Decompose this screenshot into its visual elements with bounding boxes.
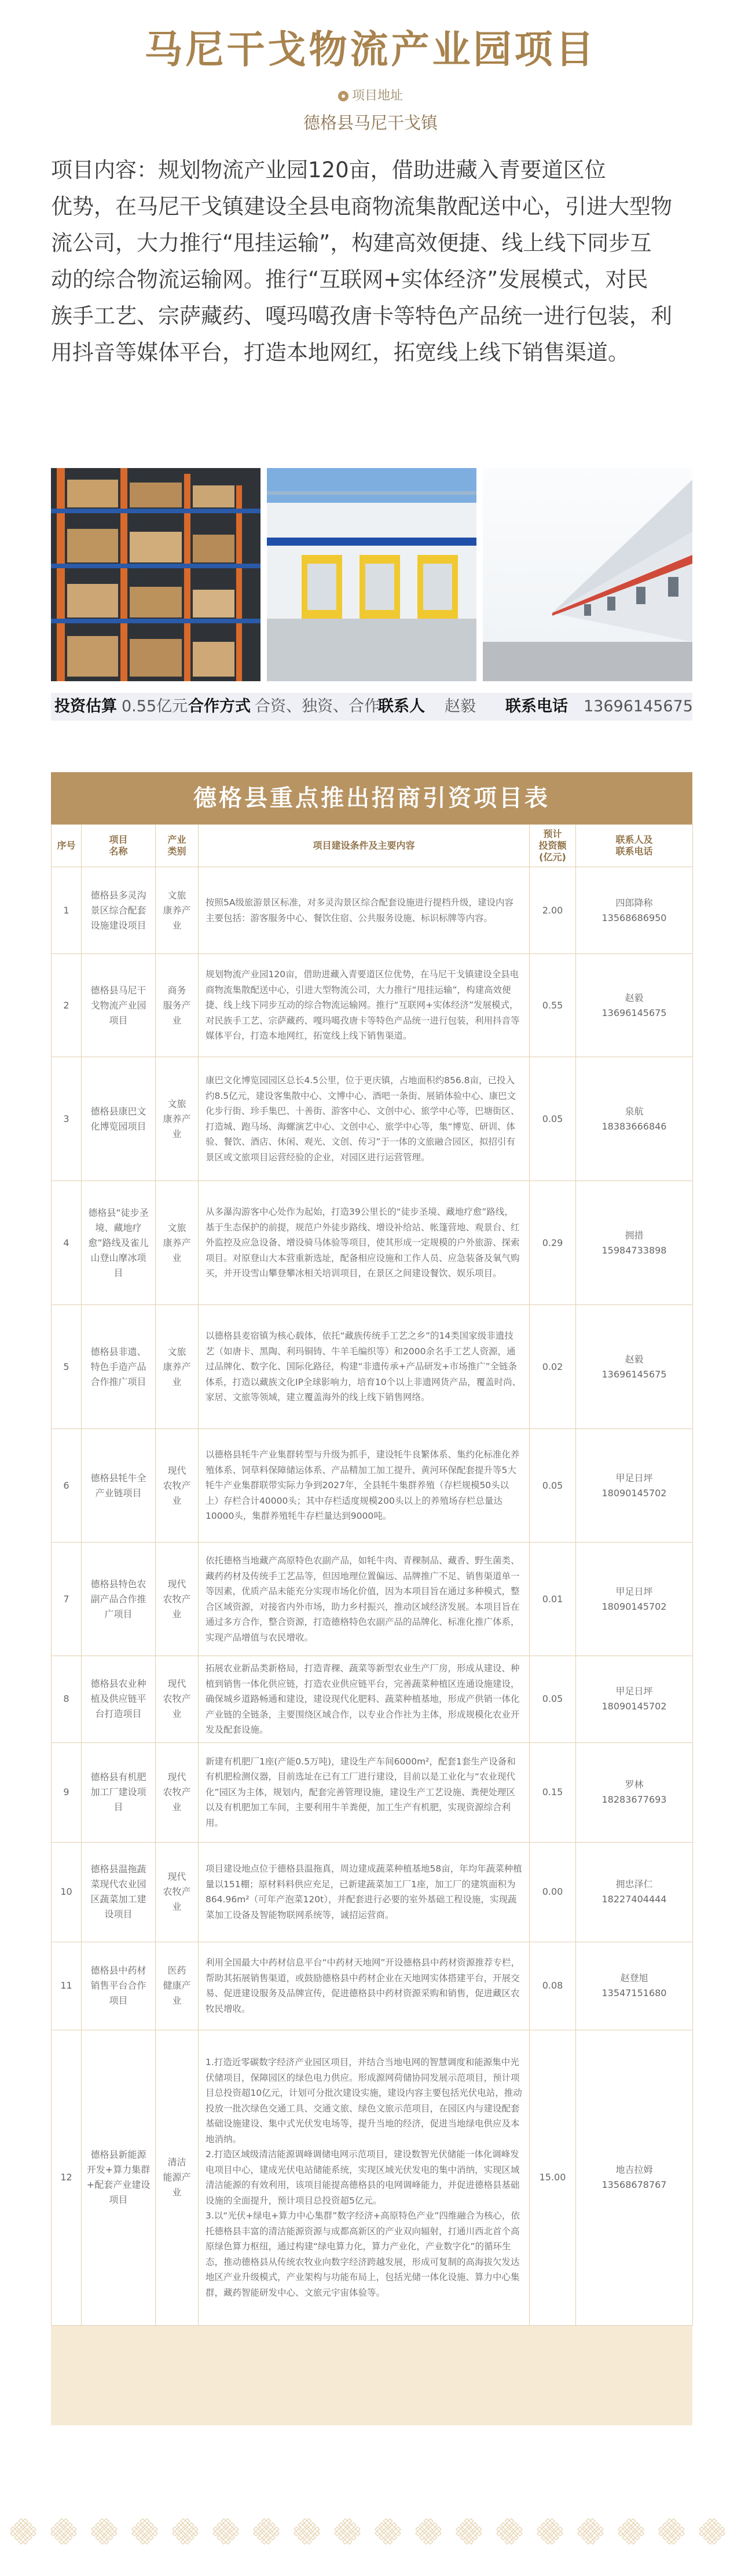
cell-amount: 0.05 [530,1057,576,1181]
table-row [52,1181,693,1305]
cell-content: 以德格县麦宿镇为核心载体，依托“藏族传统手工艺之乡”的14类国家级非遗技艺（如唐卡、黑陶、利玛铜铸、牛羊毛编织等）和2000余名手工艺人资源，通过品牌化、数字化、国际化路径，构建“非遗传承+产品研发+市场推广”全链条体系，打造以藏族文化IP全球影响力，培育10个以上非遗网货产品，覆盖时尚、家居、文旅等领域，建立覆盖海外的线上线下销售网络。 [199,1305,530,1429]
cell-contact: 赵毅 13696145675 [576,1305,693,1429]
address-label-row [0,86,741,104]
investment-label: 投资估算 [54,697,117,715]
phone-label: 联系电话 [505,697,568,715]
table-title: 德格县重点推出招商引资项目表 [51,772,692,824]
cell-name: 德格县农业种植及供应链平台打造项目 [82,1656,156,1743]
knot-motif [130,2517,160,2546]
endless-knot-pattern-icon [0,2508,741,2555]
table-row [52,1842,693,1942]
knot-motif [414,2517,443,2546]
cell-no: 5 [52,1305,82,1429]
cell-name: 德格县“徒步圣境、藏地疗愈”路线及雀儿山登山摩冰项目 [82,1181,156,1305]
footer-pattern [0,2508,741,2555]
knot-motif [698,2517,727,2546]
cell-name: 德格县康巴文化博览园项目 [82,1057,156,1181]
cell-category: 文旅 康养产业 [156,867,199,954]
cell-content: 1.打造近零碳数字经济产业园区项目，并结合当地电网的智慧调度和能源集中光伏储项目，保障园区的绿色电力供应。形成源网荷储协同发展示范项目，预计项目总投资超10亿元，计划可分批次建设实施，建设内容主要包括光伏电站，推动投放一批次绿色交通工具、交通文旅、绿色文旅示范项目，在园区内与建设配套基础设施建设、集中式光伏发电场等，提升当地的经济，促进当地绿电供应及本地消纳。 2.打造区域级清洁能源调峰调储电网示范项目，建设数智光伏储能一体化调峰发电项目中心，建成光伏电站储能系统，实现区域光伏发电的集中消纳，实现区域清洁能源的有效利用，该项目能提高德格县的电网调峰能力，并促进德格县基础设施的全面提升，预计项目总投资超5亿元。 3.以“光伏+绿电+算力中心集群”数字经济+高原特色产业”四维融合为核心，依托德格县丰富的清洁能源资源与成都高新区的产业双向辐射，打通川西北首个高原绿色算力枢纽，通过构建“绿电算力化，算力产业化，产业数字化”的循环生态，推动德格县从传统农牧业向数字经济跨越发展，形成可复制的高海拔欠发达地区产业升级模式，产业架构与功能布局上，包括光储一体化设施、算力中心集群，藏药智能研发中心、文旅元宇宙体验等。 [199,2030,530,2325]
cell-contact: 甲足日坪 18090145702 [576,1543,693,1656]
cell-name: 德格县中药材销售平台合作项目 [82,1942,156,2030]
cell-no: 6 [52,1429,82,1543]
cell-name: 德格县新能源开发+算力集群+配套产业建设项目 [82,2030,156,2325]
cell-contact: 四郎降称 13568686950 [576,867,693,954]
table-row [52,1742,693,1842]
knot-motif [373,2517,403,2546]
cell-name: 德格县牦牛全产业链项目 [82,1429,156,1543]
cell-content: 按照5A级旅游景区标准，对多灵沟景区综合配套设施进行提档升级，建设内容主要包括：游客服务中心、餐饮住宿、公共服务设施、标识标牌等内容。 [199,867,530,954]
knot-motif [90,2517,119,2546]
project-intro [51,152,692,371]
cell-no: 11 [52,1942,82,2030]
cell-amount: 15.00 [530,2030,576,2325]
phone-value: 13696145675 [584,697,693,715]
cell-content: 利用全国最大中药材信息平台“中药材天地网”开设德格县中药材资源推荐专栏，帮助其拓展销售渠道，或鼓励德格县中药材企业在天地网实体搭建平台，开展交易、促进建设服务及品牌宣传，促进德格县中药材资源采购和销售，促进藏区农牧民增收。 [199,1942,530,2030]
cell-contact: 拥忠泽仁 18227404444 [576,1842,693,1942]
cell-content: 新建有机肥厂1座(产能0.5万吨)，建设生产车间6000m²，配套1套生产设备和有机肥检测仪器，目前选址在已有工厂进行建设，目前以是工业化与“农业现代化”园区为主体，规划内，配套完善管理设施，建设生产工艺设施、粪便处理区以及有机肥加工车间，主要利用牛羊粪便，加工生产有机肥，实现资源综合利用。 [199,1742,530,1842]
intro-line: 流公司，大力推行“甩挂运输”，构建高效便捷、线上线下同步互 [51,231,652,255]
cell-contact: 罗林 18283677693 [576,1742,693,1842]
knot-motif [252,2517,281,2546]
cell-amount: 2.00 [530,867,576,954]
cell-contact: 甲足日坪 18090145702 [576,1656,693,1743]
cell-category: 医药 健康产业 [156,1942,199,2030]
cell-no: 10 [52,1842,82,1942]
cell-category: 商务 服务产业 [156,954,199,1057]
investment-value: 0.55亿元 [122,697,188,715]
table-header-row [52,825,693,867]
cell-content: 从多瀑沟游客中心处作为起始，打造39公里长的“徒步圣境、藏地疗愈”路线，基于生态保护的前提，规范户外徒步路线、增设补给站、帐篷营地、观景台、红外监控及应急设备、增设骑马体验等项目，使其形成一定规模的户外旅游、探索项目。对原登山大本营重新选址，配备相应设施和工作人员、应急装备及氧气购买，并开设雪山攀登攀冰相关培训项目，在景区之间建设餐饮、娱乐项目。 [199,1181,530,1305]
table-row [52,867,693,954]
cell-category: 现代 农牧产业 [156,1842,199,1942]
table-row [52,1942,693,2030]
knot-motif [576,2517,606,2546]
projects-table [51,824,693,2326]
knot-motif [49,2517,79,2546]
cell-category: 现代 农牧产业 [156,1656,199,1743]
knot-motif [171,2517,200,2546]
warehouse-shelves-photo [51,468,261,681]
cell-no: 4 [52,1181,82,1305]
table-row [52,1057,693,1181]
cell-amount: 0.15 [530,1742,576,1842]
table-header-cell: 产业 类别 [156,825,199,867]
table-row [52,2030,693,2325]
cell-content: 拓展农业新品类新格局，打造青稞、蔬菜等新型农业生产厂房，形成从建设、种植到销售一体化供应链，打造农业供应链平台，完善蔬菜种植区连通设施建设，确保城乡道路畅通和建设，建设现代化肥料、蔬菜种植基地，形成产供销一体化产业链的全链条，主要围绕区域合作，以专业合作社为主体，形成规模化农业开发及配套设施。 [199,1656,530,1743]
table-row [52,1305,693,1429]
cell-no: 12 [52,2030,82,2325]
cell-contact: 泉航 18383666846 [576,1057,693,1181]
table-row [52,1543,693,1656]
cell-name: 德格县特色农副产品合作推广项目 [82,1543,156,1656]
cell-category: 清洁 能源产业 [156,2030,199,2325]
cell-amount: 0.01 [530,1543,576,1656]
cell-content: 康巴文化博览园园区总长4.5公里，位于更庆镇，占地面积约856.8亩，已投入约8.5亿元，建设客集散中心、文博中心、酒吧一条街、展销体验中心、康巴文化步行街、珍手集巴、十善街、游客中心、文创中心、旅学中心等，巴塘街区、打造城、跑马场、海螺演艺中心、文创中心、旅学中心等，集“博览、研训、体验、餐饮、酒店、休闲、观光、文创、传习”于一体的文旅融合园区，拟招引有景区或文旅项目运营经验的企业，对园区进行运营管理。 [199,1057,530,1181]
info-bar [51,693,692,721]
cell-amount: 0.29 [530,1181,576,1305]
cell-category: 现代 农牧产业 [156,1742,199,1842]
knot-motif [292,2517,322,2546]
intro-line: 项目内容：规划物流产业园120亩，借助进藏入青要道区位 [51,158,606,182]
address-label: 项目地址 [351,89,403,103]
table-header-cell: 项目 名称 [82,825,156,867]
knot-motif [211,2517,241,2546]
cell-no: 2 [52,954,82,1057]
projects-table-panel [51,772,692,2425]
cooperation-value: 合资、独资、合作 [255,697,380,715]
cell-contact: 地吉拉姆 13568678767 [576,2030,693,2325]
warehouse-exterior-photo [483,468,692,681]
knot-motif [617,2517,646,2546]
cell-amount: 0.02 [530,1305,576,1429]
location-dot-icon [338,91,349,101]
intro-line: 族手工艺、宗萨藏药、嘎玛噶孜唐卡等特色产品统一进行包装，利 [51,304,672,328]
cell-contact: 赵登旭 13547151680 [576,1942,693,2030]
knot-motif [454,2517,484,2546]
cell-name: 德格县马尼干戈物流产业园项目 [82,954,156,1057]
table-header-cell: 联系人及 联系电话 [576,825,693,867]
cell-no: 1 [52,867,82,954]
cell-content: 项目建设地点位于德格县温拖真，周边建成蔬菜种植基地58亩，年均年蔬菜种植量以151棚；原材料料供应充足，已新建蔬菜加工厂1座，加工厂的建筑面积为864.96m²（可年产泡菜120t），并配套进行必要的室外基础工程设施，实现蔬菜加工设备及智能物联网系统等，诚招运营商。 [199,1842,530,1942]
logistics-building-photo [267,468,476,681]
knot-motif [657,2517,687,2546]
cell-no: 7 [52,1543,82,1656]
cell-content: 规划物流产业园120亩，借助进藏入青要道区位优势，在马尼干戈镇建设全县电商物流集散配送中心，引进大型物流公司，大力推行“甩挂运输”，构建高效便捷、线上线下同步互动的综合物流运输网。推行“互联网+实体经济”发展模式，对民族手工艺、宗萨藏药、嘎玛噶孜唐卡等特色产品统一进行包装，利用抖音等媒体平台，打造本地网红，拓宽线上线下销售渠道。 [199,954,530,1057]
cell-amount: 0.05 [530,1656,576,1743]
cell-contact: 甲足日坪 18090145702 [576,1429,693,1543]
cell-name: 德格县有机肥加工厂建设项目 [82,1742,156,1842]
cell-no: 9 [52,1742,82,1842]
knot-motif [495,2517,524,2546]
cell-contact: 拥措 15984733898 [576,1181,693,1305]
page-title: 马尼干戈物流产业园项目 [144,27,597,72]
cell-category: 文旅 康养产业 [156,1305,199,1429]
cell-amount: 0.05 [530,1429,576,1543]
contact-value: 赵毅 [445,697,476,715]
knot-motif [9,2517,38,2546]
cooperation-label: 合作方式 [188,697,251,715]
knot-motif [333,2517,362,2546]
table-header-cell: 序号 [52,825,82,867]
cell-name: 德格县多灵沟景区综合配套设施建设项目 [82,867,156,954]
cell-amount: 0.55 [530,954,576,1057]
contact-label: 联系人 [378,697,425,715]
table-header-cell: 预计 投资额 (亿元) [530,825,576,867]
table-row [52,1429,693,1543]
knot-motif [535,2517,565,2546]
cell-amount: 0.00 [530,1842,576,1942]
cell-amount: 0.08 [530,1942,576,2030]
intro-line: 用抖音等媒体平台，打造本地网红，拓宽线上线下销售渠道。 [51,340,629,365]
intro-line: 动的综合物流运输网。推行“互联网+实体经济”发展模式，对民 [51,267,648,292]
cell-content: 以德格县牦牛产业集群转型与升级为抓手，建设牦牛良繁体系、集约化标准化养殖体系、饲草料保障储运体系、产品精加工加工提升、黄河环保配套提升等5大牦牛产业集群联带实际力争到2027年，全县牦牛集群养殖（存栏规模50头以上）存栏合计40000头；其中存栏适度规模200头以上的养殖场存栏总量达10000头，集群养殖牦牛存栏量达到9000吨。 [199,1429,530,1543]
cell-category: 现代 农牧产业 [156,1543,199,1656]
table-row [52,954,693,1057]
cell-category: 文旅 康养产业 [156,1057,199,1181]
cell-name: 德格县非遗、特色手造产品合作推广项目 [82,1305,156,1429]
cell-no: 3 [52,1057,82,1181]
photo-strip [51,468,692,681]
cell-no: 8 [52,1656,82,1743]
address-value: 德格县马尼干戈镇 [303,113,438,133]
cell-category: 现代 农牧产业 [156,1429,199,1543]
cell-name: 德格县温拖蔬菜现代农业园区蔬菜加工建设项目 [82,1842,156,1942]
table-header-cell: 项目建设条件及主要内容 [199,825,530,867]
intro-line: 优势，在马尼干戈镇建设全县电商物流集散配送中心，引进大型物 [51,194,672,219]
cell-contact: 赵毅 13696145675 [576,954,693,1057]
cell-category: 文旅 康养产业 [156,1181,199,1305]
cell-content: 依托德格当地藏产高原特色农副产品，如牦牛肉、青稞制品、藏香、野生菌类、藏药药材及传统手工艺品等，但因地理位置偏远、品牌推广不足、销售渠道单一等因素，优质产品未能充分实现市场化价值，因为本项目旨在通过多种模式，整合区域资源，对接省内外市场，助力乡村振兴，推动区域经济发展。本项目旨在通过多方合作，整合资源，打造德格特色农副产品的品牌化、标准化推广体系，实现产品增值与农民增收。 [199,1543,530,1656]
table-row [52,1656,693,1743]
